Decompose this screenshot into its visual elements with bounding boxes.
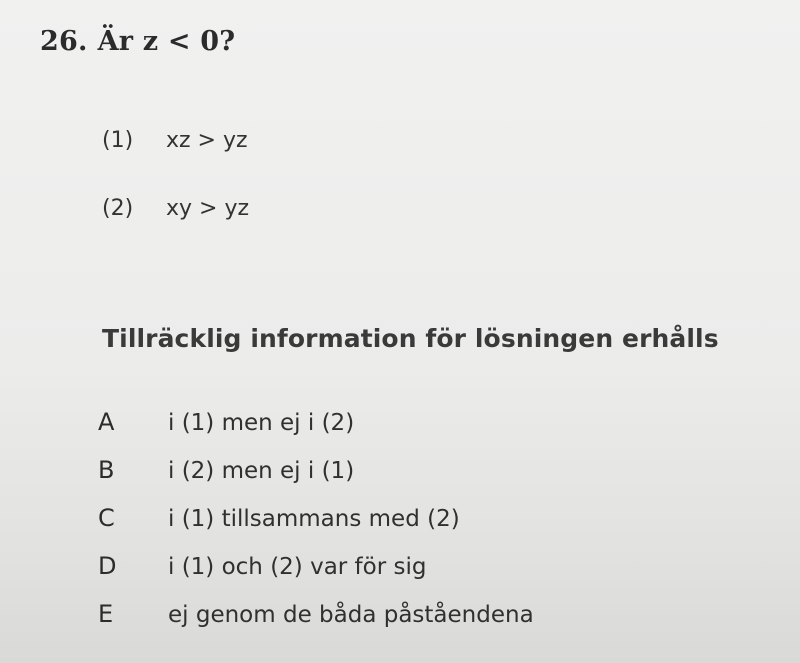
question-number: 26. (40, 26, 88, 57)
answer-letter: B (98, 456, 115, 484)
answer-text: i (1) men ej i (2) (168, 410, 355, 436)
statement-number: (1) (102, 128, 134, 153)
answer-text: i (2) men ej i (1) (168, 458, 355, 484)
statement-1 (102, 128, 248, 153)
statement-2 (102, 196, 249, 221)
statement-text: xz > yz (166, 128, 248, 153)
question-text: Är z < 0? (97, 26, 236, 57)
answer-letter: E (98, 600, 114, 628)
answer-option-e[interactable] (98, 600, 534, 648)
answer-option-d[interactable] (98, 552, 534, 600)
answer-text: ej genom de båda påståendena (168, 602, 534, 628)
answer-option-c[interactable] (98, 504, 534, 552)
answer-letter: C (98, 504, 115, 532)
question-header (40, 26, 235, 57)
answer-options (98, 408, 534, 648)
statement-text: xy > yz (166, 196, 250, 221)
answer-letter: D (98, 552, 117, 580)
answer-text: i (1) och (2) var för sig (168, 554, 427, 580)
info-heading: Tillräcklig information för lösningen erhålls (102, 324, 719, 353)
answer-letter: A (98, 408, 115, 436)
answer-text: i (1) tillsammans med (2) (168, 506, 460, 532)
statement-number: (2) (102, 196, 134, 221)
answer-option-a[interactable] (98, 408, 534, 456)
answer-option-b[interactable] (98, 456, 534, 504)
